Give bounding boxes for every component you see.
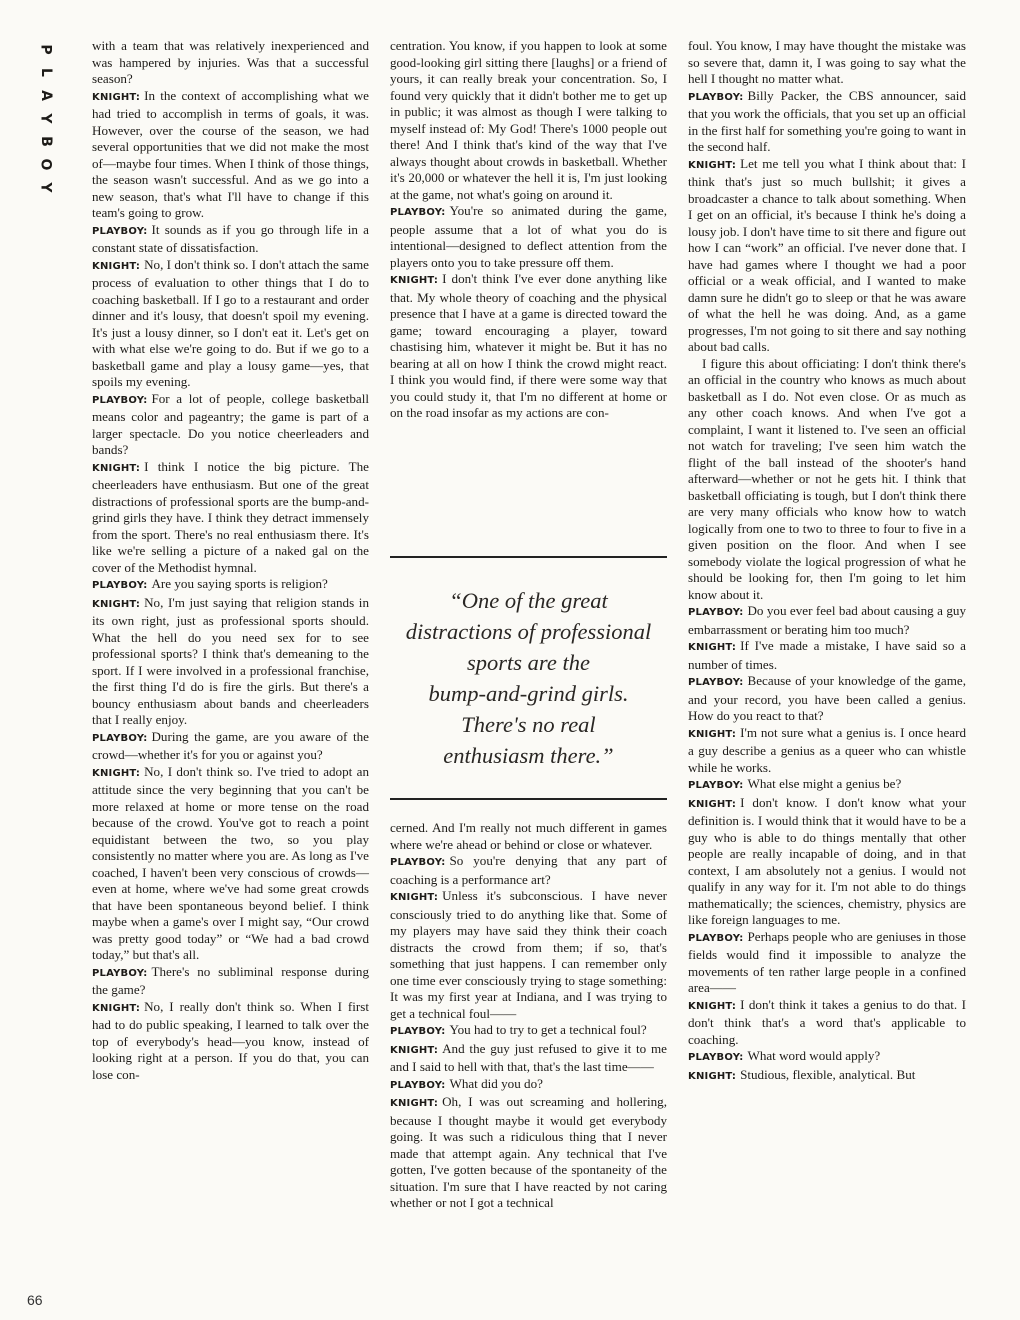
paragraph [390,1076,667,1095]
pull-quote-line: There's no real [461,712,596,737]
paragraph [688,997,966,1049]
paragraph [390,1094,667,1212]
paragraph-text: What word would apply? [747,1048,881,1063]
paragraph [688,1067,966,1086]
paragraph [688,795,966,929]
paragraph [92,257,369,391]
paragraph-text: Are you saying sports is religion? [151,576,328,591]
paragraph [688,603,966,638]
paragraph [688,776,966,795]
paragraph [688,38,966,88]
speaker-label: KNIGHT: [390,1098,439,1109]
pull-quote-line: sports are the [467,650,590,675]
text-column-2-bottom [390,820,667,1212]
speaker-label: PLAYBOY: [688,932,744,944]
paragraph [688,673,966,725]
pull-quote-line: “One of the great [449,588,608,613]
paragraph-text: So you're denying that any part of coaching is a performance art? [390,853,667,887]
paragraph-text: foul. You know, I may have thought the mistake was so severe that, damn it, I was going to say what the hell I thought no matter what. [688,38,966,86]
paragraph [688,156,966,356]
paragraph-text: Because of your knowledge of the game, and your record, you have been called a genius. How do you react to that? [688,673,966,723]
speaker-label: PLAYBOY: [688,677,744,688]
speaker-label: PLAYBOY: [390,857,446,868]
paragraph-text: There's no subliminal response during the game? [92,963,369,997]
speaker-label: PLAYBOY: [92,225,148,237]
paragraph [92,729,369,764]
masthead-letter: A [37,90,54,101]
paragraph [688,88,966,156]
paragraph-text: No, I don't think so. I don't attach the same process of evaluation to other things that I do to coaching basketball. If I go to a restaurant and order dinner and it's lousy, that doesn't spoil my evening. It's just a lousy dinner, so I don't eat it. Let's get on with what else we're going to do. But if we go to a basketball game and play a lousy game—yes, that spoils my evening. [92,256,369,389]
paragraph-text: For a lot of people, college basketball means color and pageantry; the game is part of a larger spectacle. Do you notice cheerleaders and bands? [92,390,369,457]
paragraph-text: I don't know. I don't know what your definition is. I would think that it would have to be a guy who is able to do things mentally that other people are really incapable of doing, and in that context, I am absolutely not a genius. I would not qualify in any way for it. I'm not able to do things mathematically; the sciences, chemistry, physics are like foreign languages to me. [688,794,966,927]
paragraph-text: I don't think it takes a genius to do that. I don't think that's a word that's applicable to coaching. [688,996,966,1047]
paragraph [390,853,667,888]
magazine-masthead [33,38,57,199]
paragraph [688,929,966,997]
paragraph-text: I figure this about officiating: I don't think there's an official in the country who knows as much about basketball as I do. Not even close. Or as much as any other coach knows. And when I've got a complaint, I want it listened to. I've seen an official not watch for traveling; I've seen him watch the flight of the ball instead of the shooter's hand afterward—whether or not he gets hit. I think that basketball officiating is tough, but I don't think there are very many officials who know how to watch logically from one to two to three to four to five in a given position on the floor. And when I see somebody violate the logical progression of what he should be looking for, then I'm going to let him know about it. [688,355,966,602]
pull-quote-line: enthusiasm there.” [443,743,614,768]
paragraph [688,1048,966,1067]
speaker-label: PLAYBOY: [688,780,744,791]
pull-quote-line: bump-and-grind girls. [428,681,629,706]
text-column-2-top [390,38,667,422]
paragraph-text: What did you do? [449,1075,543,1091]
speaker-label: PLAYBOY: [92,967,148,979]
paragraph [92,391,369,459]
speaker-label: KNIGHT: [688,798,737,810]
paragraph-text: No, I'm just saying that religion stands in its own right, just as professional sports should. What the hell do you need sex for to see professional sports? I think that's demeaning to the sport. If I were involved in a professional franchise, the first thing I'd do is fire the girls. But there's a bouncy enthusiasm about bands and cheerleaders that I really enjoy. [92,594,369,727]
speaker-label: PLAYBOY: [390,1079,446,1091]
paragraph [92,88,369,222]
paragraph-text: I'm not sure what a genius is. I once heard a guy describe a genius as a queer who can whistle while he works. [688,724,966,775]
speaker-label: KNIGHT: [688,159,737,171]
speaker-label: KNIGHT: [92,767,141,779]
speaker-label: PLAYBOY: [92,732,148,744]
paragraph [92,595,369,729]
speaker-label: PLAYBOY: [92,394,148,406]
paragraph-text: If I've made a mistake, I have said so a number of times. [688,638,966,672]
paragraph [92,964,369,999]
text-column-1 [92,38,369,1083]
speaker-label: KNIGHT: [92,91,141,103]
paragraph-text: Billy Packer, the CBS announcer, said that you work the officials, that you set up an official in the first half for something you're going to want in the second half. [688,87,967,154]
speaker-label: KNIGHT: [92,260,141,272]
page-number: 66 [27,1292,43,1308]
paragraph-text: cerned. And I'm really not much different in games where we're ahead or behind or close or whatever. [390,820,667,852]
speaker-label: KNIGHT: [390,1044,439,1056]
speaker-label: PLAYBOY: [688,1052,744,1063]
paragraph-text: Perhaps people who are geniuses in those fields would find it impossible to analyze the movements of ten rather large people in a confined area—— [688,928,966,995]
paragraph-text: I think I notice the big picture. The cheerleaders have enthusiasm. But one of the great distractions of professional sports are the bump-and-grind girls they have. I think they detract immensely from the sport. There's no real enthusiasm there. It's like we're selling a picture of a naked gal on the cover of the Methodist hymnal. [92,458,369,575]
paragraph [390,1022,667,1041]
speaker-label: KNIGHT: [688,1070,737,1082]
paragraph-text: It sounds as if you go through life in a constant state of dissatisfaction. [92,221,369,255]
speaker-label: PLAYBOY: [390,1026,446,1037]
speaker-label: KNIGHT: [390,892,439,903]
paragraph [390,38,667,203]
masthead-letter: Y [37,113,54,124]
paragraph [92,222,369,257]
speaker-label: PLAYBOY: [688,607,744,618]
text-column-3 [688,38,966,1085]
paragraph-text: What else might a genius be? [747,776,902,791]
paragraph [390,820,667,853]
paragraph [92,576,369,595]
masthead-letter: L [37,68,54,77]
speaker-label: KNIGHT: [688,642,737,653]
paragraph-text: No, I don't think so. I've tried to adopt an attitude since the very beginning that you can't be more relaxed at home or more tense on the road because of the crowd. You've got to reach a point equidistant between the two, so you play consistently no matter where you are. As long as I've coached, I haven't been very conscious of crowds—even at home, where we've had some great crowds that have been spontaneous beyond belief. I think maybe when a game's over I might say, “Our crowd was pretty good today” or “We had a bad crowd today,” but that's all. [92,763,369,962]
paragraph-text: Let me tell you what I think about that: I think that's just so much bullshit; it gives a broadcaster a chance to talk about something. When I get on an official, it's because I think he's doing a lousy job. I don't have time to sit there and figure out how I can “work” an official. I've never done that. I have had games where I thought we had a poor official or a weak official, and I wanted to make damn sure he didn't go to sleep or that he was aware of what the hell he was doing. And, as a game progresses, I'm not going to sit there and say nothing about bad calls. [688,155,966,354]
speaker-label: PLAYBOY: [390,207,446,218]
speaker-label: KNIGHT: [688,728,737,740]
paragraph-text: In the context of accomplishing what we had tried to accomplish in terms of goals, it was. However, over the course of the season, we had several opportunities that we did not make the most of—maybe four times. When I think of those things, the season wasn't successful. And as we go into a new season, that's what I'll have to change if this team's going to grow. [92,87,369,220]
masthead-letter: O [37,158,54,171]
paragraph-text: Do you ever feel bad about causing a guy embarrassment or berating him too much? [688,603,966,637]
masthead-letter: B [37,136,54,147]
pull-quote [390,556,667,800]
paragraph-text: Studious, flexible, analytical. But [740,1066,916,1082]
paragraph [688,356,966,604]
speaker-label: PLAYBOY: [92,580,148,591]
speaker-label: KNIGHT: [390,275,439,286]
paragraph-text: centration. You know, if you happen to look at some good-looking girl sitting there [laughs] or a friend of yours, it can really break your concentration. So, I found very quickly that it didn't bother me to get up in public; it was almost as though I were talking to myself instead of: My God! There's 1000 people out there! And I think that's kind of the way that I've always thought about crowds in basketball. Whether it's 20,000 or whatever the hell it is, I'm just looking at the game, not what's going on around it. [390,38,667,202]
speaker-label: PLAYBOY: [688,91,744,103]
pull-quote-line: distractions of professional [405,619,652,644]
masthead-letter: P [37,44,54,55]
paragraph-text: And the guy just refused to give it to me and I said to hell with that, that's the last time—— [390,1040,667,1074]
paragraph [390,1041,667,1076]
paragraph [390,203,667,271]
paragraph-text: No, I really don't think so. When I first had to do public speaking, I learned to talk over the top of everybody's head—you know, instead of looking right at a person. If you do that, you can lose con- [92,998,369,1082]
paragraph-text: You're so animated during the game, people assume that a lot of what you do is intentional—designed to deflect attention from the players onto you to take pressure off them. [390,203,667,270]
paragraph [92,764,369,964]
paragraph-text: Oh, I was out screaming and hollering, because I thought maybe it would get everybody going. It was such a ridiculous thing that I never made that attempt again. Any technical that I've gotten, I've gotten because of the spontaneity of the situation. I'm sure that I have reacted by not caring whether or not I got a technical [390,1094,667,1210]
paragraph [688,725,966,777]
paragraph [92,459,369,577]
speaker-label: KNIGHT: [92,598,141,610]
paragraph-text: During the game, are you aware of the crowd—whether it's for you or against you? [92,728,369,762]
paragraph [390,271,667,422]
paragraph [390,888,667,1022]
paragraph [92,999,369,1084]
paragraph [688,638,966,673]
speaker-label: KNIGHT: [688,1000,737,1012]
paragraph-text: Unless it's subconscious. I have never consciously tried to do anything like that. Some of my players may have said they think their coach distracts the crowd from them; if so, that's something that just happens. I can remember only one time ever consciously trying to stage something: It was my first year at Indiana, and I was trying to get a technical foul—— [390,888,667,1021]
masthead-letter: Y [37,182,54,193]
speaker-label: KNIGHT: [92,462,141,474]
paragraph-text: with a team that was relatively inexperienced and was hampered by injuries. Was that a successful season? [92,38,369,86]
paragraph [92,38,369,88]
speaker-label: KNIGHT: [92,1002,141,1014]
paragraph-text: You had to try to get a technical foul? [449,1022,647,1037]
paragraph-text: I don't think I've ever done anything like that. My whole theory of coaching and the physical presence that I have at a game is directed toward the game; toward encouraging a player, toward chastising him, whatever it might be. But it has no bearing at all on how I think the crowd might react. I think you would find, if there were some way that you could study it, that I'm no different at home or on the road insofar as my actions are con- [390,271,667,420]
